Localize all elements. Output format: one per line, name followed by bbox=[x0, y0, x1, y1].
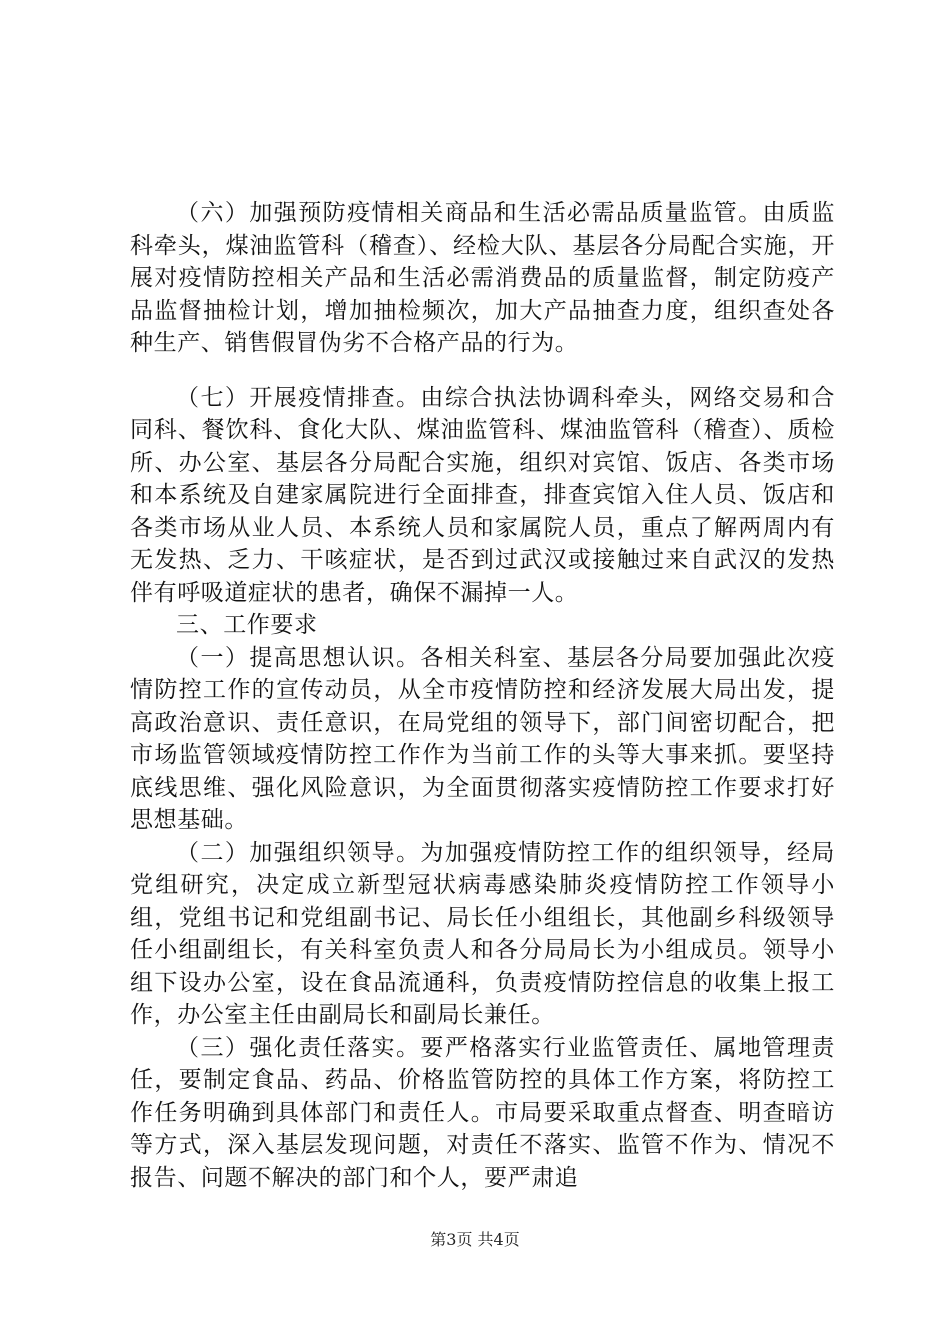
paragraph-section-6: （六）加强预防疫情相关商品和生活必需品质量监管。由质监科牵头，煤油监管科（稽查）、经检大队、基层各分局配合实施，开展对疫情防控相关产品和生活必需消费品的质量监督，制定防疫产品监督抽检计划，增加抽检频次，加大产品抽查力度，组织查处各种生产、销售假冒伪劣不合格产品的行为。 bbox=[130, 200, 835, 356]
section-heading-work-requirements: 三、工作要求 bbox=[176, 612, 318, 638]
paragraph-requirement-2: （二）加强组织领导。为加强疫情防控工作的组织领导，经局党组研究，决定成立新型冠状病毒感染肺炎疫情防控工作领导小组，党组书记和党组副书记、局长任小组组长，其他副乡科级领导任小组副组长，有关科室负责人和各分局局长为小组成员。领导小组下设办公室，设在食品流通科，负责疫情防控信息的收集上报工作，办公室主任由副局长和副局长兼任。 bbox=[130, 839, 835, 1028]
paragraph-requirement-3: （三）强化责任落实。要严格落实行业监管责任、属地管理责任，要制定食品、药品、价格监管防控的具体工作方案，将防控工作任务明确到具体部门和责任人。市局要采取重点督查、明查暗访等方式，深入基层发现问题，对责任不落实、监管不作为、情况不报告、问题不解决的部门和个人，要严肃追 bbox=[130, 1034, 835, 1191]
document-body bbox=[130, 197, 835, 1194]
paragraph-requirement-1: （一）提高思想认识。各相关科室、基层各分局要加强此次疫情防控工作的宣传动员，从全市疫情防控和经济发展大局出发，提高政治意识、责任意识，在局党组的领导下，部门间密切配合，把市场监管领域疫情防控工作作为当前工作的头等大事来抓。要坚持底线思维、强化风险意识，为全面贯彻落实疫情防控工作要求打好思想基础。 bbox=[130, 644, 835, 833]
page-number-footer: 第3页 共4页 bbox=[430, 1230, 520, 1249]
paragraph-section-7: （七）开展疫情排查。由综合执法协调科牵头，网络交易和合同科、餐饮科、食化大队、煤油监管科、煤油监管科（稽查）、质检所、办公室、基层各分局配合实施，组织对宾馆、饭店、各类市场和本系统及自建家属院进行全面排查，排查宾馆入住人员、饭店和各类市场从业人员、本系统人员和家属院人员，重点了解两周内有无发热、乏力、干咳症状，是否到过武汉或接触过来自武汉的发热伴有呼吸道症状的患者，确保不漏掉一人。 bbox=[130, 384, 835, 606]
